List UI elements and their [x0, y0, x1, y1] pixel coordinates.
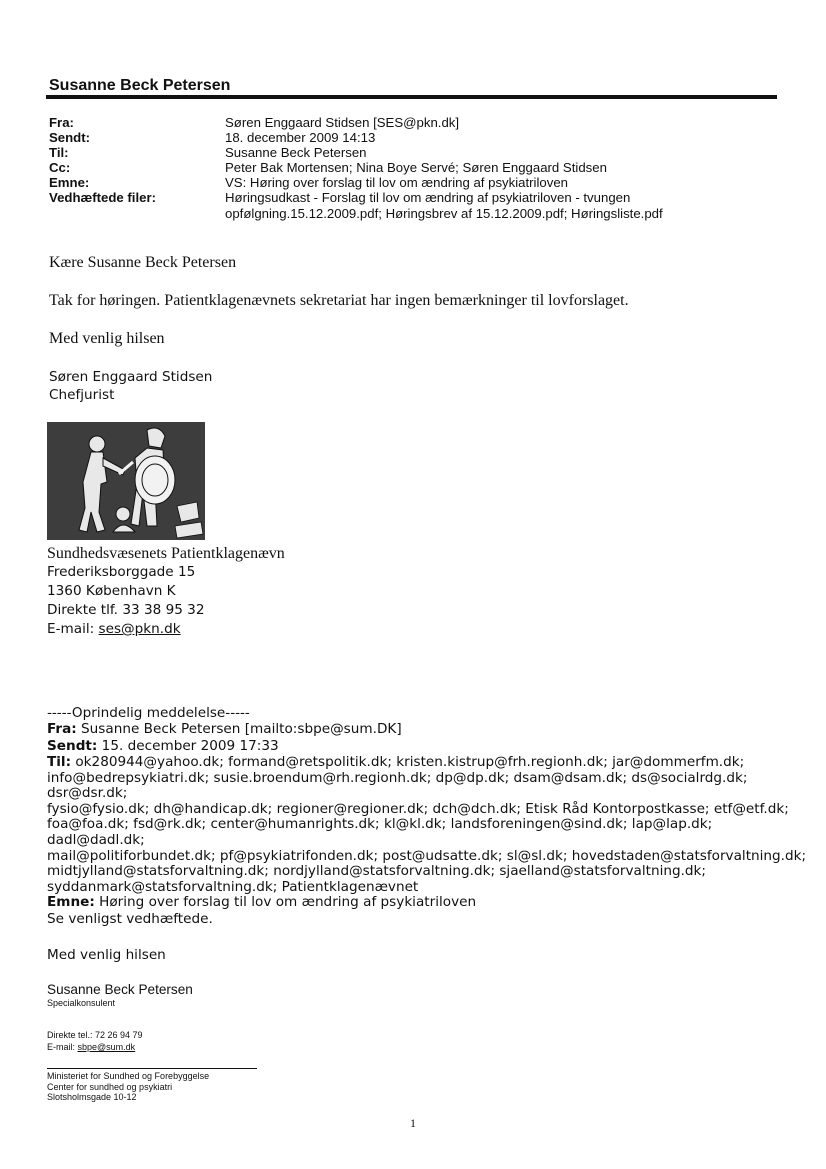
original-from-value: Susanne Beck Petersen [mailto:sbpe@sum.DK] — [76, 721, 402, 737]
original-sent-line — [47, 739, 279, 755]
ministry-address — [47, 1071, 209, 1103]
email-label: E-mail: — [47, 621, 99, 637]
subject-value: VS: Høring over forslag til lov om ændring af psykiatriloven — [225, 175, 569, 190]
recipients-line: midtjylland@statsforvaltning.dk; nordjylland@statsforvaltning.dk; sjaelland@statsforvaltning.dk; — [47, 863, 706, 880]
address-line: Slotsholmsgade 10-12 — [47, 1092, 137, 1102]
address-line: Ministeriet for Sundhed og Forebyggelse — [47, 1071, 210, 1081]
original-recipients — [47, 755, 807, 911]
original-closing: Med venlig hilsen — [47, 947, 166, 963]
subject-label: Emne: — [49, 175, 90, 190]
recipients-line: fysio@fysio.dk; dh@handicap.dk; regioner@regioner.dk; dch@dch.dk; Etisk Råd Kontorpostkasse; etf@etf.dk; — [47, 800, 789, 817]
original-phone: Direkte tel.: 72 26 94 79 — [47, 1030, 143, 1040]
original-from-line — [47, 722, 402, 738]
greeting: Kære Susanne Beck Petersen — [49, 254, 237, 271]
signature-title: Chefjurist — [49, 387, 115, 403]
to-label: Til: — [49, 145, 69, 160]
from-value: Søren Enggaard Stidsen [SES@pkn.dk] — [225, 115, 460, 130]
from-label: Fra: — [49, 115, 74, 130]
recipients-line: foa@foa.dk; fsd@rk.dk; center@humanrights.dk; kl@kl.dk; landsforeningen@sind.dk; lap@lap.dk; dadl@dadl.dk; — [47, 816, 713, 848]
attachments-label: Vedhæftede filer: — [49, 190, 156, 205]
original-to-label: Til: — [47, 754, 72, 770]
sent-value: 18. december 2009 14:13 — [225, 130, 376, 145]
original-body: Se venligst vedhæftede. — [47, 911, 213, 927]
original-from-label: Fra: — [47, 721, 77, 737]
page-number: 1 — [410, 1116, 416, 1130]
closing: Med venlig hilsen — [49, 330, 165, 347]
organization-phone: Direkte tlf. 33 38 95 32 — [47, 602, 205, 618]
original-sent-label: Sendt: — [47, 738, 98, 754]
cc-value: Peter Bak Mortensen; Nina Boye Servé; Søren Enggaard Stidsen — [225, 160, 607, 175]
recipients-line: mail@politiforbundet.dk; pf@psykiatrifonden.dk; post@udsatte.dk; sl@sl.dk; hovedstaden@statsforvaltning.dk; — [47, 847, 807, 864]
original-subject-line — [47, 895, 807, 911]
to-value: Susanne Beck Petersen — [225, 145, 367, 160]
organization-city: 1360 København K — [47, 583, 176, 599]
original-email-label: E-mail: — [47, 1042, 78, 1052]
message-text: Tak for høringen. Patientklagenævnets sekretariat har ingen bemærkninger til lovforslaget. — [49, 292, 629, 309]
signature-name: Søren Enggaard Stidsen — [49, 369, 213, 385]
original-sender-title: Specialkonsulent — [47, 998, 116, 1008]
recipients-line: Til: ok280944@yahoo.dk; formand@retspolitik.dk; kristen.kistrup@frh.regionh.dk; jar@dommerfm.dk; — [47, 754, 745, 770]
email-link[interactable]: ses@pkn.dk — [98, 621, 181, 637]
original-sent-value: 15. december 2009 17:33 — [97, 738, 279, 754]
original-email-link[interactable]: sbpe@sum.dk — [77, 1042, 136, 1052]
organization-email-line — [47, 620, 181, 638]
organization-name: Sundhedsvæsenets Patientklagenævn — [47, 545, 285, 562]
original-subject-value: Høring over forslag til lov om ændring af psykiatriloven — [94, 894, 477, 911]
address-line: Center for sundhed og psykiatri — [47, 1081, 173, 1092]
original-email-line — [47, 1042, 135, 1053]
footer-rule — [47, 1068, 257, 1069]
recipients-line: syddanmark@statsforvaltning.dk; Patientklagenævnet — [47, 878, 419, 895]
organization-street: Frederiksborggade 15 — [47, 564, 196, 580]
original-message-separator: -----Oprindelig meddelelse----- — [47, 705, 250, 721]
recipients-line: info@bedrepsykiatri.dk; susie.broendum@rh.regionh.dk; dp@dp.dk; dsam@dsam.dk; ds@socialrdg.dk; dsr@dsr.dk; — [47, 769, 748, 802]
attachments-value: Høringsudkast - Forslag til lov om ændring af psykiatriloven - tvungen opfølgning.15.12.2009.pdf; Høringsbrev af 15.12.2009.pdf; Høringsliste.pdf — [225, 190, 663, 221]
sender-heading: Susanne Beck Petersen — [49, 77, 231, 94]
original-subject-label: Emne: — [47, 894, 95, 911]
heading-rule — [46, 95, 777, 99]
organization-logo — [47, 422, 205, 540]
original-sender-name: Susanne Beck Petersen — [47, 982, 193, 997]
sent-label: Sendt: — [49, 130, 91, 145]
cc-label: Cc: — [49, 160, 71, 175]
